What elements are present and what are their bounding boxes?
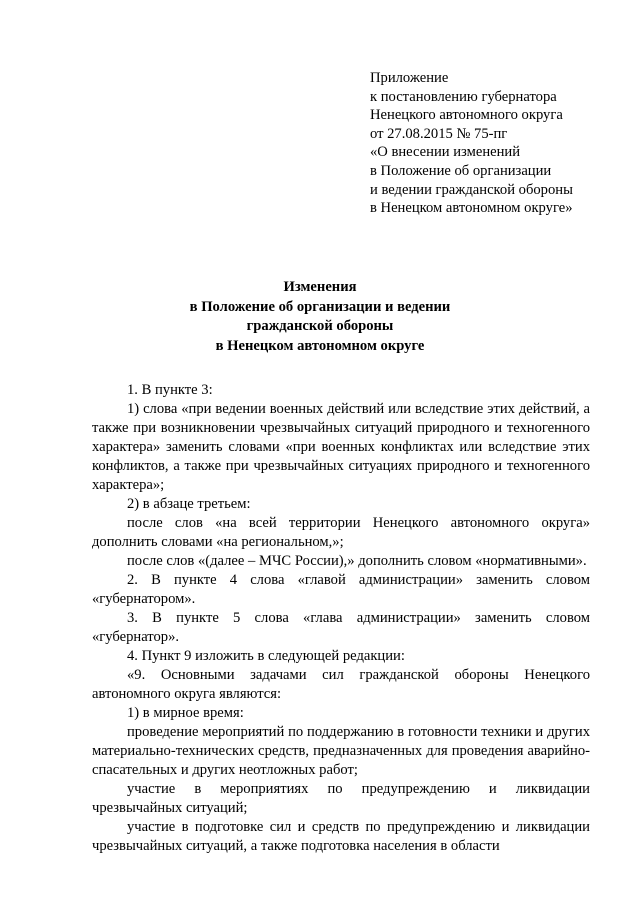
paragraph: после слов «на всей территории Ненецкого автономного округа» дополнить словами «на региональном,»; <box>92 515 590 550</box>
paragraph: 1. В пункте 3: <box>127 382 213 398</box>
appendix-line: Приложение <box>370 70 449 86</box>
title-line: в Положение об организации и ведении <box>189 298 451 315</box>
appendix-block <box>370 69 573 218</box>
paragraph: 4. Пункт 9 изложить в следующей редакции: <box>127 648 405 664</box>
appendix-line: в Положение об организации <box>370 162 552 179</box>
appendix-line: и ведении гражданской обороны <box>370 181 573 198</box>
paragraph: «9. Основными задачами сил гражданской обороны Ненецкого автономного округа являются: <box>92 667 590 702</box>
title-line: в Ненецком автономном округе <box>215 337 425 354</box>
paragraph: после слов «(далее – МЧС России),» дополнить словом «нормативными». <box>127 553 587 569</box>
document-body <box>92 381 590 856</box>
appendix-line: к постановлению губернатора <box>370 88 557 105</box>
paragraph: 3. В пункте 5 слова «глава администрации» заменить словом «губернатор». <box>92 610 590 645</box>
appendix-line: Ненецкого автономного округа <box>370 107 563 124</box>
appendix-line: «О внесении изменений <box>370 144 521 161</box>
paragraph: участие в подготовке сил и средств по предупреждению и ликвидации чрезвычайных ситуаций, а также подготовка населения в области <box>92 819 590 854</box>
document-title <box>0 278 640 356</box>
appendix-line: от 27.08.2015 № 75-пг <box>370 125 508 142</box>
paragraph: проведение мероприятий по поддержанию в готовности техники и других материально-технических средств, предназначенных для проведения аварийно-спасательных и других неотложных работ; <box>92 724 590 778</box>
paragraph: 2. В пункте 4 слова «главой администрации» заменить словом «губернатором». <box>92 572 590 607</box>
title-line: Изменения <box>283 279 357 295</box>
paragraph: 1) в мирное время: <box>127 705 244 721</box>
paragraph: 2) в абзаце третьем: <box>127 496 251 512</box>
appendix-line: в Ненецком автономном округе» <box>370 200 573 217</box>
paragraph: 1) слова «при ведении военных действий или вследствие этих действий, а также при возникновении чрезвычайных ситуаций природного и техногенного характера» заменить словами «при военных конфликтах или вследствие этих конфликтов, а также при чрезвычайных ситуациях природного и техногенного характера»; <box>92 401 590 493</box>
title-line: гражданской обороны <box>246 318 394 334</box>
paragraph: участие в мероприятиях по предупреждению и ликвидации чрезвычайных ситуаций; <box>92 781 590 816</box>
